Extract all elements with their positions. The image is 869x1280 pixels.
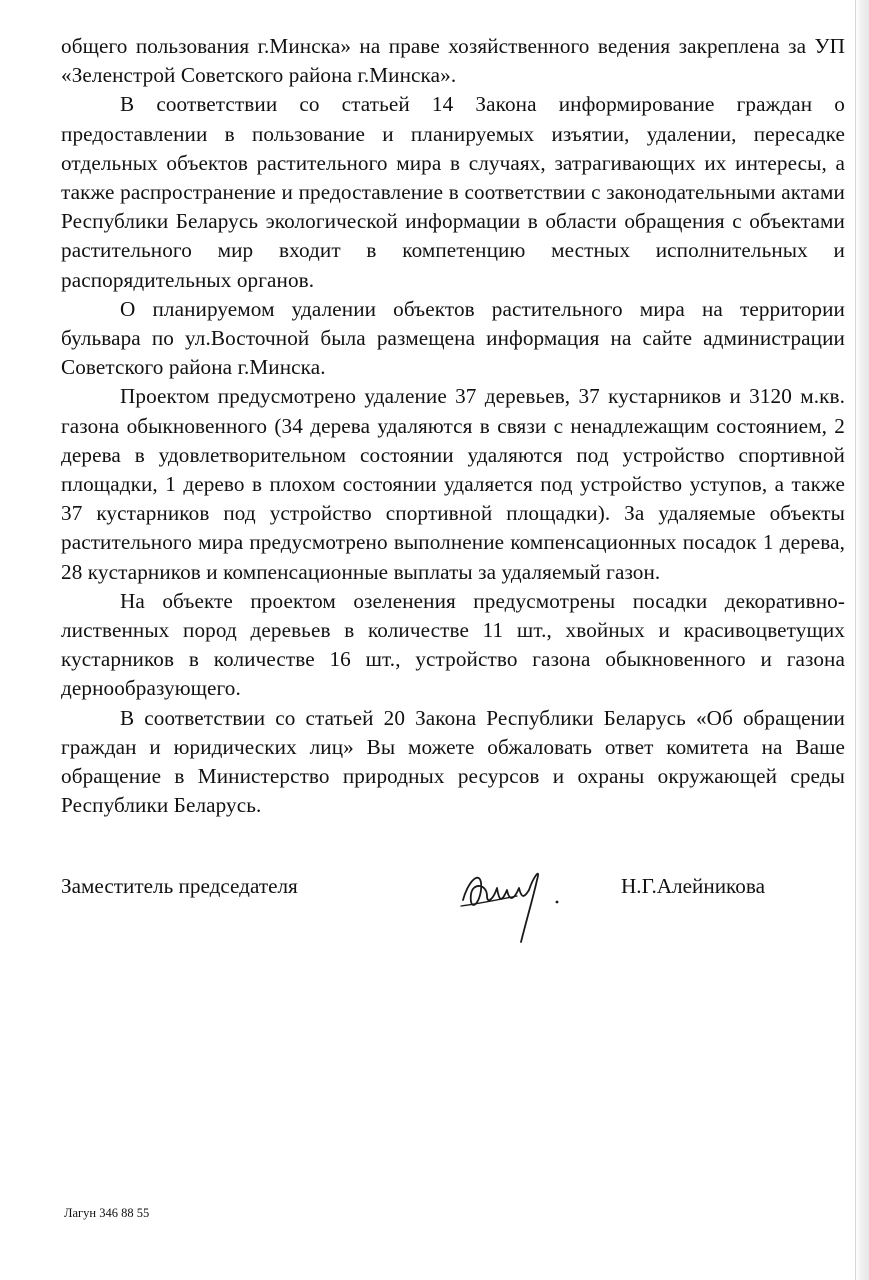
paragraph-3: О планируемом удалении объектов растительного мира на территории бульвара по ул.Восточной была размещена информация на сайте администрации Советского района г.Минска. [61, 296, 845, 380]
page-edge-line [855, 0, 856, 1280]
signatory-title: Заместитель председателя [61, 874, 298, 898]
signature-block [61, 872, 845, 952]
document-body [61, 32, 845, 820]
paragraph-2: В соответствии со статьей 14 Закона информирование граждан о предоставлении в пользование и планируемых изъятии, удалении, пересадке отдельных объектов растительного мира в случаях, затрагивающих их интересы, а также распространение и предоставление в соответствии с законодательными актами Республики Беларусь экологической информации в области обращения с объектами растительного мир входит в компетенцию местных исполнительных и распорядительных органов. [61, 92, 845, 292]
paragraph-4: Проектом предусмотрено удаление 37 деревьев, 37 кустарников и 3120 м.кв. газона обыкновенного (34 дерева удаляются в связи с ненадлежащим состоянием, 2 дерева в удовлетворительном состоянии удаляются под устройство спортивной площадки, 1 дерево в плохом состоянии удаляется под устройство уступов, а также 37 кустарников под устройство спортивной площадки). За удаляемые объекты растительного мира предусмотрено выполнение компенсационных посадок 1 дерева, 28 кустарников и компенсационные выплаты за удаляемый газон. [61, 384, 845, 584]
handwritten-signature [457, 860, 577, 950]
paragraph-6: В соответствии со статьей 20 Закона Республики Беларусь «Об обращении граждан и юридических лиц» Вы можете обжаловать ответ комитета на Ваше обращение в Министерство природных ресурсов и охраны окружающей среды Республики Беларусь. [61, 705, 845, 818]
page-edge-shadow [855, 0, 869, 1280]
executor-contact: Лагун 346 88 55 [64, 1206, 150, 1220]
signatory-name: Н.Г.Алейникова [621, 874, 765, 898]
paragraph-5: На объекте проектом озеленения предусмотрены посадки декоративно-лиственных пород деревьев в количестве 11 шт., хвойных и красивоцветущих кустарников в количестве 16 шт., устройство газона обыкновенного и газона дернообразующего. [61, 588, 845, 701]
paragraph-1: общего пользования г.Минска» на праве хозяйственного ведения закреплена за УП «Зеленстрой Советского района г.Минска». [61, 34, 845, 88]
